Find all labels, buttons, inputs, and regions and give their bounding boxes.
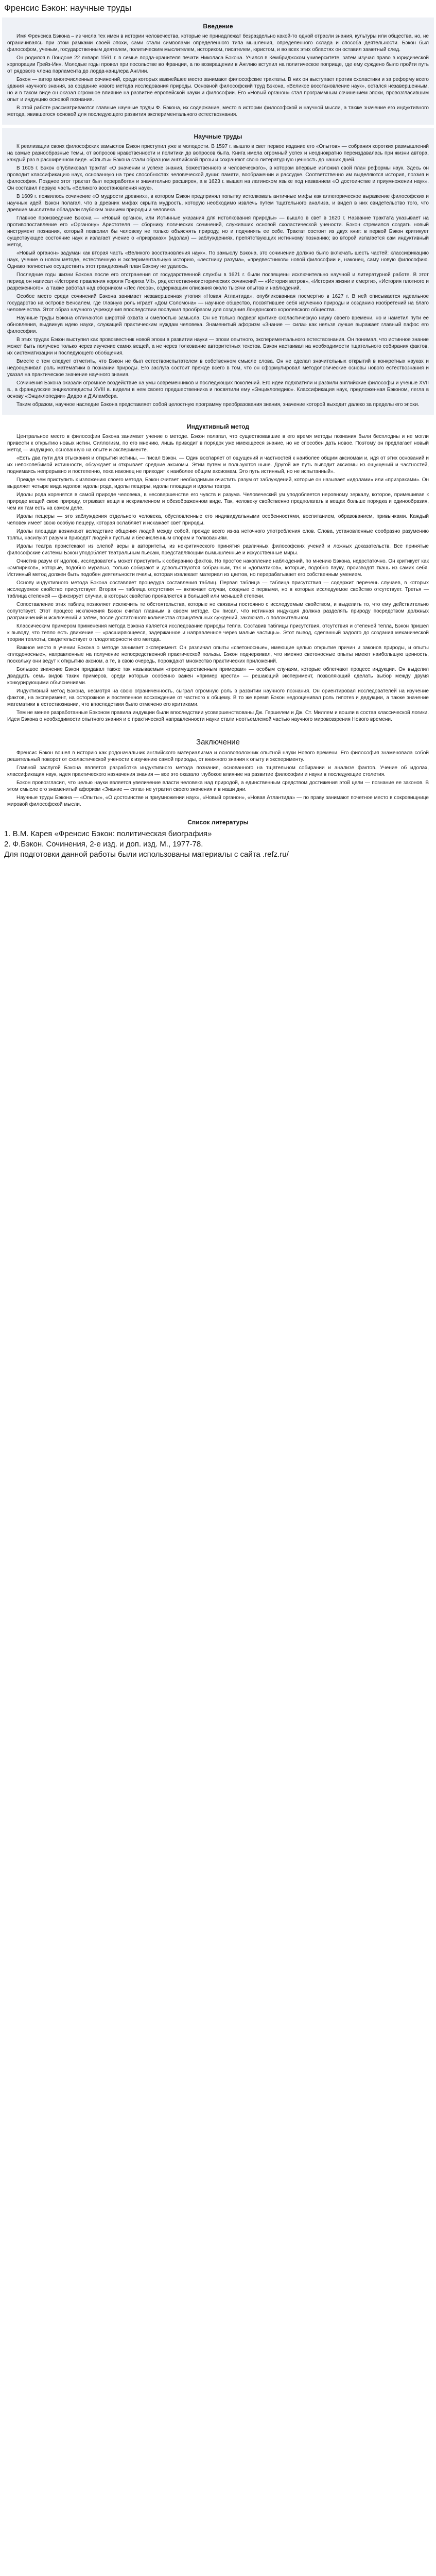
section-conclusion <box>2 733 434 815</box>
paragraph: Очистив разум от идолов, исследователь может приступить к собиранию фактов. Но простое накопление наблюдений, по мнению Бэкона, недостаточно. Он критикует как «эмпириков», которые, подобно муравью, только собирают и довольствуются собранным, так и «догматиков», которые, подобно пауку, производят ткань из самих себя. Истинный метод должен быть подобен деятельности пчелы, которая извлекает материал из цветов, но перерабатывает его собственным умением. <box>7 558 429 578</box>
paragraph: Бэкон провозгласил, что целью науки является увеличение власти человека над природой, а единственным средством достижения этой цели — познание ее законов. В этом смысле его знаменитый афоризм «Знание — сила» не утратил своего значения и в наши дни. <box>7 780 429 792</box>
section-inductive-method <box>2 418 434 730</box>
paragraph: Он родился в Лондоне 22 января 1561 г. в семье лорда-хранителя печати Николаса Бэкона. Учился в Кембриджском университете, затем изучал право в юридической корпорации Грейз-Инн. Молодые годы провел при посольстве во Франции, а по возвращении в Англию вступил на политическое поприще, где ему суждено было пройти путь от рядового члена парламента до лорда-канцлера Англии. <box>7 55 429 74</box>
paragraph: Большое значение Бэкон придавал также так называемым «преимущественным примерам» — особым случаям, которые облегчают процесс индукции. Он выделил двадцать семь видов таких примеров, среди которых особенно важен «пример креста» — решающий эксперимент, позволяющий сделать выбор между двумя конкурирующими объяснениями. <box>7 667 429 686</box>
paragraph: В этой работе рассматриваются главные научные труды Ф. Бэкона, их содержание, место в истории философской и научной мысли, а также значение его индуктивного метода, явившегося основой для последующего развития экспериментального естествознания. <box>7 105 429 117</box>
paragraph: Френсис Бэкон вошел в историю как родоначальник английского материализма и основоположник опытной науки Нового времени. Его философия знаменовала собой решительный поворот от схоластической учености к изучению самой природы, от книжного знания к опыту и эксперименту. <box>7 750 429 762</box>
document-title: Френсис Бэкон: научные труды <box>4 3 132 13</box>
paragraph: Центральное место в философии Бэкона занимает учение о методе. Бэкон полагал, что существовавшие в его время методы познания были бесплодны и не могли привести к открытию новых истин. Силлогизм, по его мнению, лишь приводит в порядок уже имеющееся знание, но не способен дать новое. Поэтому он предлагает новый метод — индукцию, основанную на опыте и эксперименте. <box>7 434 429 453</box>
references-heading: Список литературы <box>187 819 249 826</box>
paragraph: В 1605 г. Бэкон опубликовал трактат «О значении и успехе знания, божественного и человеческого», в котором впервые изложил свой план реформы наук. Здесь он проводит классификацию наук, основанную на трех способностях человеческой души: памяти, воображении и рассудке. Соответственно им выделяются история, поэзия и философия. Позднее этот трактат был переработан и значительно расширен, а в 1623 г. вышел на латинском языке под названием «О достоинстве и приумножении наук». Он составил первую часть «Великого восстановления наук». <box>7 165 429 191</box>
paragraph: Бэкон — автор многочисленных сочинений, среди которых важнейшее место занимают философские трактаты. В них он выступает против схоластики и за реформу всего здания научного знания, за создание нового метода исследования природы. Основной философский труд Бэкона, «Великое восстановление наук», остался незавершенным, но и в таком виде он оказал огромное влияние на развитие европейской науки и философии. Его «Новый органон» стал программным сочинением эпохи, провозгласившим опыт и индукцию основой познания. <box>7 77 429 103</box>
section-scientific-works <box>2 128 434 415</box>
paragraph: Тем не менее разработанные Бэконом правила индукции были впоследствии усовершенствованы Дж. Гершелем и Дж. Ст. Миллем и вошли в состав классической логики. Идеи Бэкона о необходимости опытного знания и о практической направленности науки стали неотъемлемой частью научного мировоззрения Нового времени. <box>7 710 429 722</box>
references-section <box>0 819 436 870</box>
paragraph: Особое место среди сочинений Бэкона занимает незавершенная утопия «Новая Атлантида», опубликованная посмертно в 1627 г. В ней описывается идеальное государство на острове Бенсалем, где главную роль играет «Дом Соломона» — научное общество, посвятившее себя изучению природы и созданию изобретений на благо человечества. Этот образ научного учреждения впоследствии послужил прообразом для создания Лондонского королевского общества. <box>7 294 429 313</box>
paragraph: Имя Френсиса Бэкона – из числа тех имен в истории человечества, которые не принадлежат безраздельно какой-то одной отрасли знания, культуры или общества, но, не ограничиваясь при этом рамками своей эпохи, сами стали символами определенного типа мышления, определенного склада и способа деятельности. Бэкон был философом, ученым, государственным деятелем, политическим мыслителем, историком, писателем, юристом, и во всех этих областях он оставил заметный след. <box>7 33 429 53</box>
section-heading: Заключение <box>196 738 240 747</box>
paragraph: В этих трудах Бэкон выступил как провозвестник новой эпохи в развитии науки — эпохи опытного, экспериментального естествознания. Он понимал, что истинное знание может быть получено только через изучение самих вещей, а не через толкование авторитетных текстов. Бэкон настаивал на необходимости тщательного собирания фактов, их систематизации и последующего обобщения. <box>7 337 429 356</box>
reference-item: 1. В.М. Карев «Френсис Бэкон: политическая биография» <box>4 829 212 838</box>
paragraph: В 1609 г. появилось сочинение «О мудрости древних», в котором Бэкон предпринял попытку истолковать античные мифы как аллегорическое выражение философских и научных идей. Бэкон полагал, что в древних мифах скрыта мудрость, которую необходимо извлечь путем тщательного анализа, и видел в них свидетельство того, что древние мыслители обладали глубоким знанием природы и человека. <box>7 194 429 213</box>
paragraph: К реализации своих философских замыслов Бэкон приступил уже в молодости. В 1597 г. вышло в свет первое издание его «Опытов» — собрания коротких размышлений на самые разнообразные темы, от вопросов нравственности и политики до вопросов быта. Книга имела огромный успех и неоднократно переиздавалась при жизни автора, каждый раз в расширенном виде. «Опыты» Бэкона стали образцом английской прозы и сохраняют свою литературную ценность до наших дней. <box>7 144 429 163</box>
paragraph: Научные труды Бэкона — «Опыты», «О достоинстве и приумножении наук», «Новый органон», «Новая Атлантида» — по праву занимают почетное место в сокровищнице мировой философской мысли. <box>7 795 429 807</box>
paragraph: Сопоставление этих таблиц позволяет исключить те обстоятельства, которые не связаны постоянно с исследуемым свойством, и выделить то, что ему действительно сопутствует. Этот процесс исключения Бэкон считал главным в своем методе. Он писал, что истинная индукция должна разделять природу посредством должных разграничений и исключений и затем, после достаточного количества отрицательных суждений, заключать о положительном. <box>7 602 429 621</box>
paragraph: Классическим примером применения метода Бэкона является исследование природы тепла. Составив таблицы присутствия, отсутствия и степеней тепла, Бэкон пришел к выводу, что тепло есть движение — «расширяющееся, задержанное и направленное через малые частицы». Этот вывод, сделанный задолго до создания механической теории теплоты, свидетельствует о плодотворности его метода. <box>7 623 429 642</box>
paragraph: Прежде чем приступить к изложению своего метода, Бэкон считает необходимым очистить разум от заблуждений, которые он называет «идолами» или «призраками». Он выделяет четыре вида идолов: идолы рода, идолы пещеры, идолы площади и идолы театра. <box>7 477 429 489</box>
document-page <box>0 0 436 870</box>
paragraph: Научные труды Бэкона отличаются широтой охвата и смелостью замысла. Он не только подверг критике схоластическую науку своего времени, но и наметил пути ее обновления, выдвинув идею науки, служащей практическим нуждам человека. Знаменитый афоризм «Знание — сила» как нельзя лучше выражает главный пафос его философии. <box>7 315 429 334</box>
section-heading: Индуктивный метод <box>186 423 250 430</box>
paragraph: Основу индуктивного метода Бэкона составляет процедура составления таблиц. Первая таблица — таблица присутствия — содержит перечень случаев, в которых исследуемое свойство присутствует. Вторая — таблица отсутствия — включает случаи, сходные с первыми, но в которых исследуемое свойство отсутствует. Третья — таблица степеней — фиксирует случаи, в которых свойство проявляется в большей или меньшей степени. <box>7 580 429 599</box>
paragraph: Сочинения Бэкона оказали огромное воздействие на умы современников и последующих поколений. Его идеи подхватили и развили английские философы и ученые XVII в., а французские энциклопедисты XVIII в. видели в нем своего предшественника и посвятили ему «Энциклопедию». Классификация наук, предложенная Бэконом, легла в основу «Энциклопедии» Дидро и Д'Аламбера. <box>7 380 429 399</box>
paragraph: Таким образом, научное наследие Бэкона представляет собой целостную программу преобразования знания, значение которой выходит далеко за пределы его эпохи. <box>16 402 420 408</box>
paragraph: Идолы рода коренятся в самой природе человека, в несовершенстве его чувств и разума. Человеческий ум уподобляется неровному зеркалу, которое, примешивая к природе вещей свою природу, отражает вещи в искривленном и обезображенном виде. Так, человеку свойственно предполагать в вещах больше порядка и единообразия, чем их там есть на самом деле. <box>7 492 429 511</box>
paragraph: Вместе с тем следует отметить, что Бэкон не был естествоиспытателем в собственном смысле слова. Он не сделал значительных открытий в конкретных науках и недооценивал роль математики в познании природы. Его заслуга состоит прежде всего в том, что он сформулировал методологические основы нового естествознания и указал на практическое значение научного знания. <box>7 359 429 378</box>
reference-item: 2. Ф.Бэкон. Сочинения, 2-е изд. и доп. изд. М., 1977-78. <box>4 840 203 849</box>
paragraph: Индуктивный метод Бэкона, несмотря на свою ограниченность, сыграл огромную роль в развитии научного познания. Он ориентировал исследователей на изучение фактов, на эксперимент, на осторожное и постепенное восхождение от частного к общему. В то же время Бэкон недооценивал роль гипотез и дедукции, а также значение математики в естествознании, что впоследствии было отмечено его критиками. <box>7 688 429 707</box>
paragraph: Главной заслугой Бэкона является разработка индуктивного метода познания, основанного на тщательном собирании и анализе фактов. Учение об идолах, классификация наук, идея практического назначения знания — все это оказало глубокое влияние на развитие философии и науки в последующие столетия. <box>7 765 429 777</box>
section-heading: Научные труды <box>194 133 242 140</box>
paragraph: «Новый органон» задуман как вторая часть «Великого восстановления наук». По замыслу Бэкона, это сочинение должно было включать шесть частей: классификацию наук, учение о новом методе, естественную и экспериментальную историю, «лестницу разума», «предвестников» новой философии и, наконец, саму новую философию. Однако полностью осуществить этот грандиозный план Бэкону не удалось. <box>7 250 429 269</box>
paragraph: «Есть два пути для отыскания и открытия истины, — писал Бэкон. — Один воспаряет от ощущений и частностей к наиболее общим аксиомам и, идя от этих оснований и их непоколебимой истинности, обсуждает и открывает средние аксиомы. Этим путем и пользуются ныне. Другой же путь выводит аксиомы из ощущений и частностей, поднимаясь непрерывно и постепенно, пока наконец не приходит к наиболее общим аксиомам. Это путь истинный, но не испытанный». <box>7 455 429 474</box>
paragraph: Главное произведение Бэкона — «Новый органон, или Истинные указания для истолкования природы» — вышло в свет в 1620 г. Название трактата указывает на противопоставление его «Органону» Аристотеля — сборнику логических сочинений, служивших основой схоластической учености. Бэкон стремился создать новый инструмент познания, который позволил бы человеку не только объяснять природу, но и подчинять ее себе. Трактат состоит из двух книг: в первой Бэкон критикует существующее состояние наук и излагает учение о «призраках» (идолах) — заблуждениях, препятствующих истинному познанию; во второй излагается сам индуктивный метод. <box>7 215 429 248</box>
section-heading: Введение <box>203 23 233 30</box>
reference-item: Для подготовки данной работы были использованы материалы с сайта .refz.ru/ <box>4 850 289 859</box>
paragraph: Важное место в учении Бэкона о методе занимает эксперимент. Он различал опыты «светоносные», имеющие целью открытие причин и законов природы, и опыты «плодоносные», направленные на получение непосредственной практической пользы. Бэкон подчеркивал, что именно светоносные опыты имеют наибольшую ценность, поскольку они ведут к открытию аксиом, а те, в свою очередь, порождают множество практических приложений. <box>7 645 429 664</box>
paragraph: Идолы пещеры — это заблуждения отдельного человека, обусловленные его индивидуальными особенностями, воспитанием, образованием, привычками. Каждый человек имеет свою особую пещеру, которая ослабляет и искажает свет природы. <box>7 514 429 526</box>
paragraph: Идолы театра проистекают из слепой веры в авторитеты, из некритического принятия различных философских учений и ложных доказательств. Все принятые философские системы Бэкон уподобляет театральным пьесам, представляющим вымышленные и искусственные миры. <box>7 544 429 556</box>
paragraph: Последние годы жизни Бэкона после его отстранения от государственной службы в 1621 г. были посвящены исключительно научной и литературной работе. В этот период он написал «Историю правления короля Генриха VII», ряд естественноисторических сочинений — «История ветров», «История жизни и смерти», «История плотного и разреженного», а также работал над сборником «Лес лесов», содержащим описания около тысячи опытов и наблюдений. <box>7 272 429 291</box>
section-introduction <box>2 18 434 125</box>
paragraph: Идолы площади возникают вследствие общения людей между собой, прежде всего из-за неточного употребления слов. Слова, установленные сообразно разумению толпы, насилуют разум и приводят людей к пустым и бесчисленным спорам и толкованиям. <box>7 529 429 541</box>
